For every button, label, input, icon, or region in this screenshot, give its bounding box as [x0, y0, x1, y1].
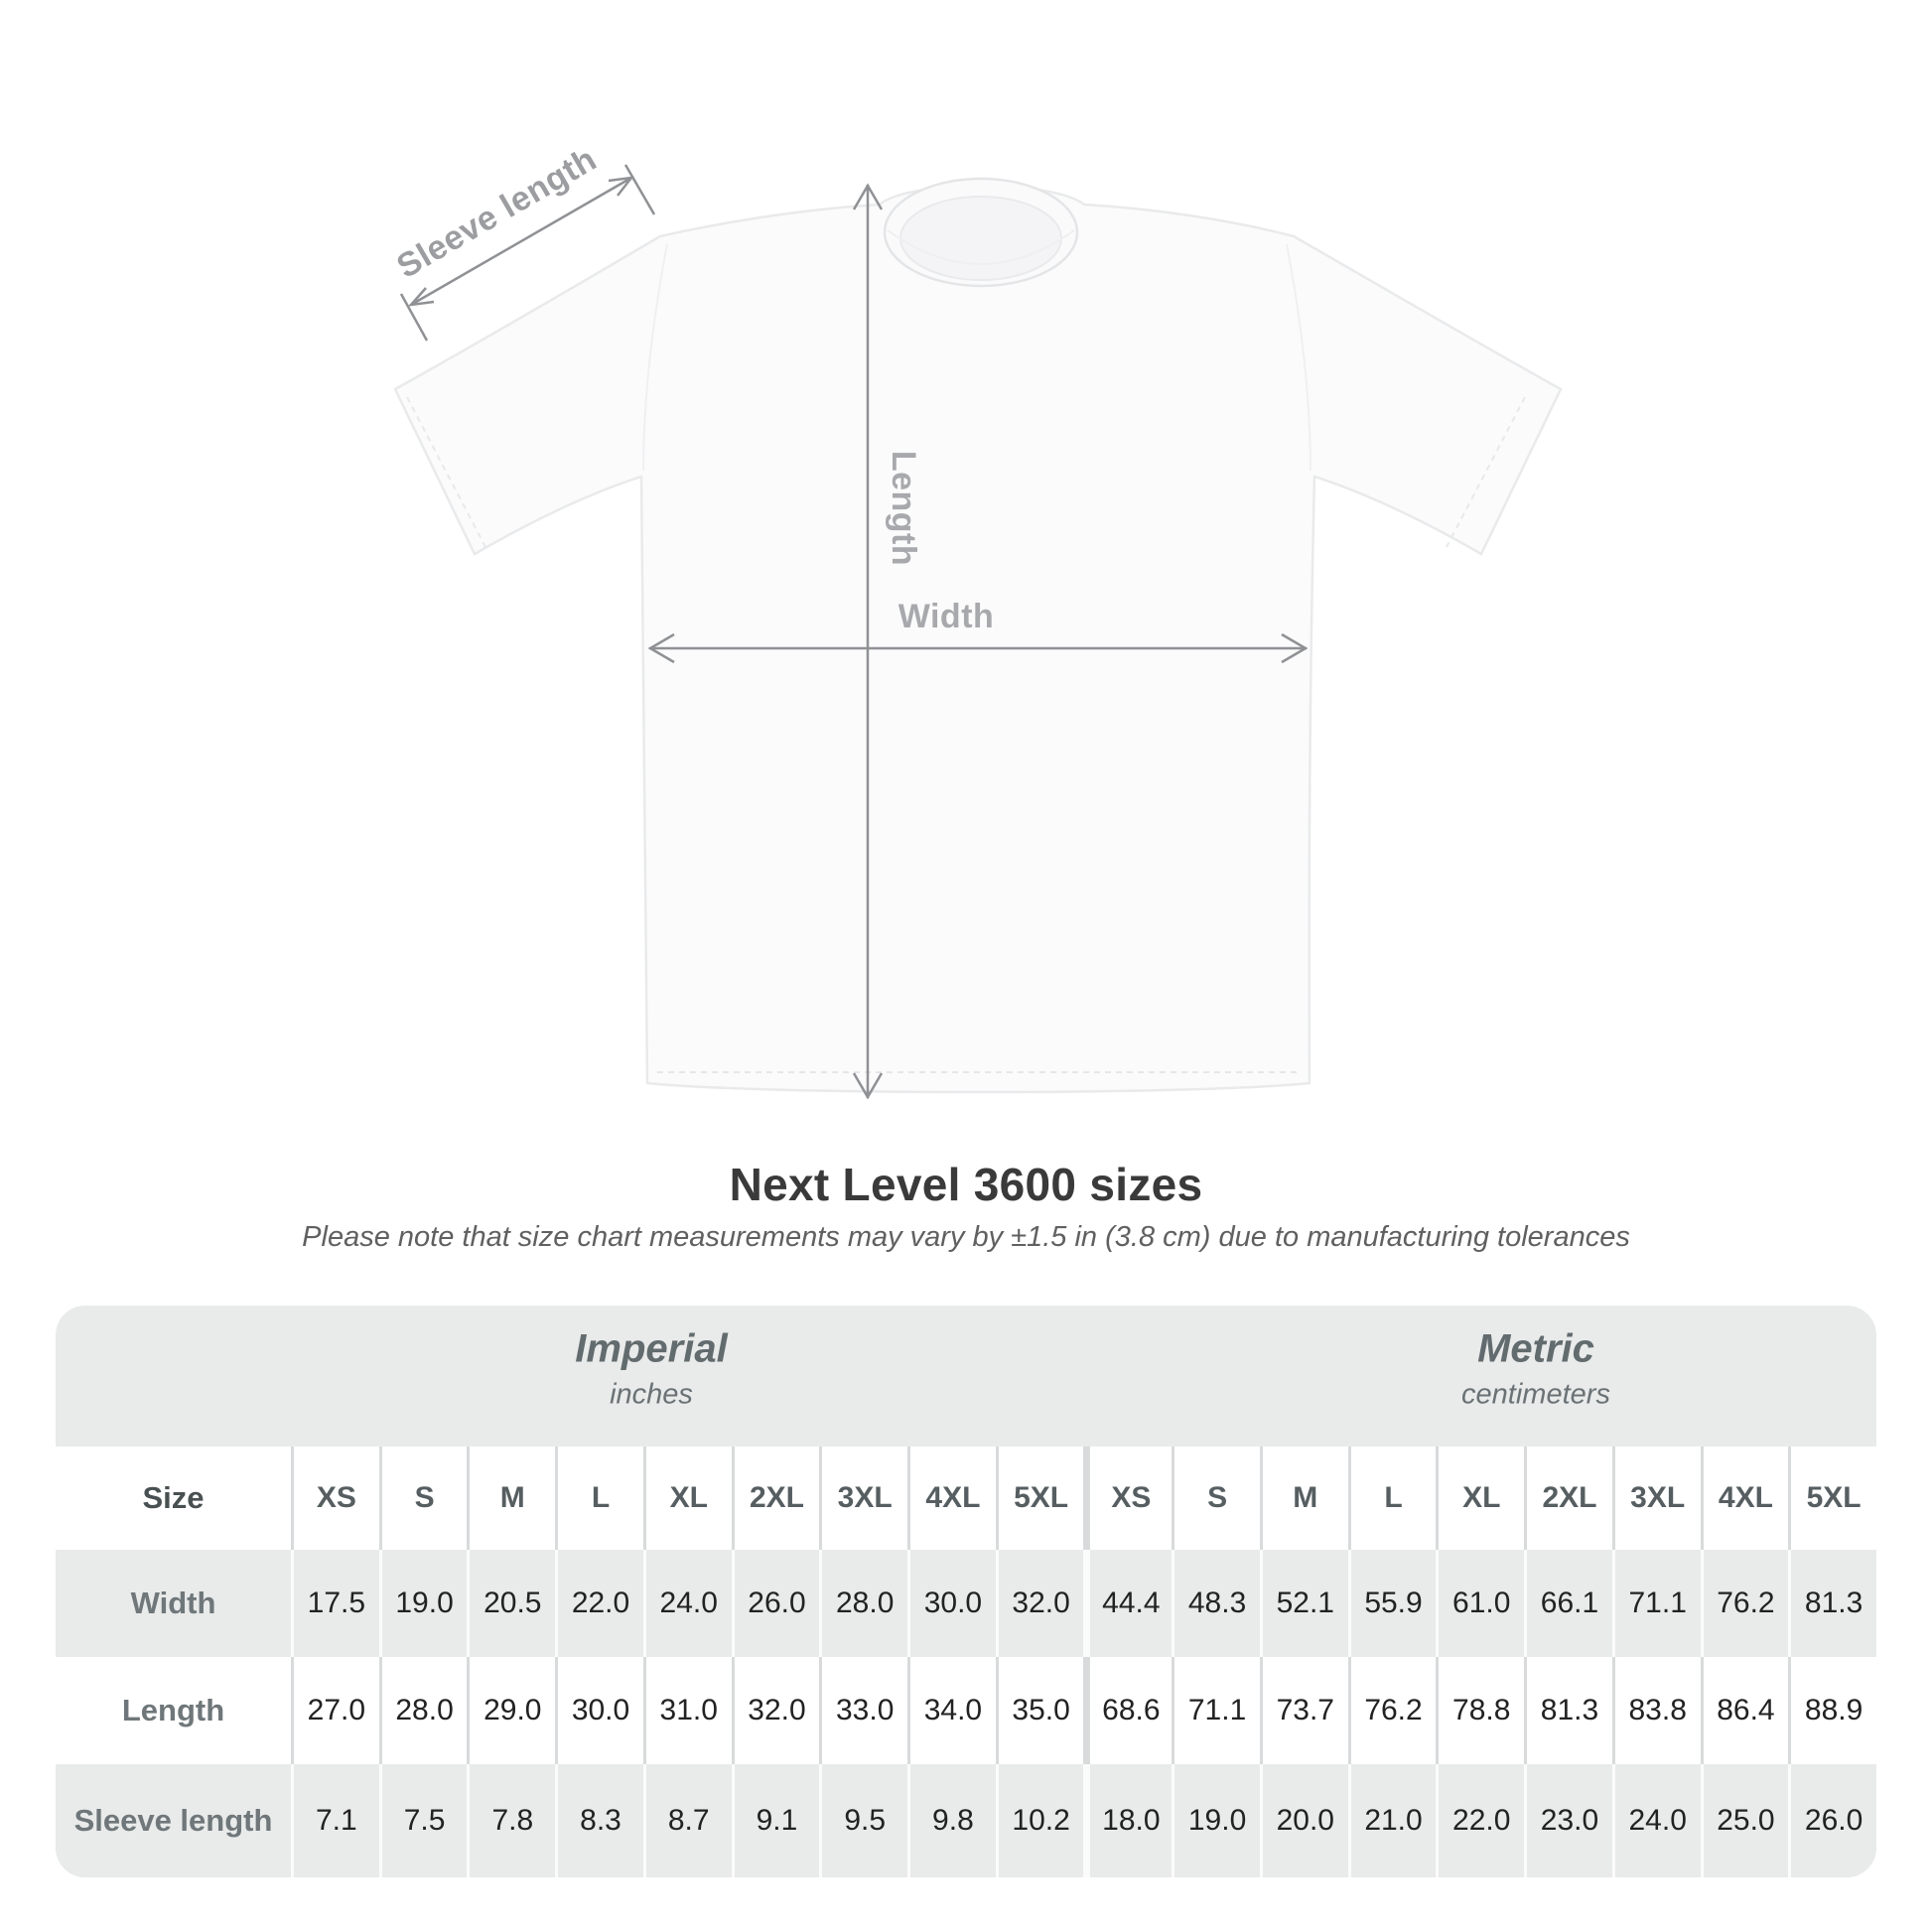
value-cell: 23.0	[1524, 1764, 1612, 1877]
tshirt-illustration	[395, 179, 1561, 1092]
value-cell: 8.3	[555, 1764, 643, 1877]
size-header: 3XL	[819, 1447, 907, 1550]
metric-unit: centimeters	[1461, 1378, 1610, 1411]
size-header: L	[1348, 1447, 1437, 1550]
value-cell: 83.8	[1612, 1657, 1701, 1764]
size-header: L	[555, 1447, 643, 1550]
value-cell: 28.0	[379, 1657, 468, 1764]
value-cell: 22.0	[555, 1550, 643, 1657]
value-cell: 21.0	[1348, 1764, 1437, 1877]
table-row-length	[56, 1657, 1876, 1764]
size-header: S	[1172, 1447, 1260, 1550]
value-cell: 86.4	[1701, 1657, 1789, 1764]
value-cell: 44.4	[1083, 1550, 1172, 1657]
size-header: 4XL	[907, 1447, 996, 1550]
metric-group-header	[1461, 1327, 1610, 1412]
value-cell: 88.9	[1788, 1657, 1876, 1764]
size-header: S	[379, 1447, 468, 1550]
value-cell: 9.5	[819, 1764, 907, 1877]
value-cell: 24.0	[643, 1550, 732, 1657]
size-header: XL	[643, 1447, 732, 1550]
tshirt-body	[395, 186, 1561, 1092]
table-row-sleeve-length	[56, 1764, 1876, 1877]
value-cell: 7.1	[291, 1764, 379, 1877]
size-header: M	[1260, 1447, 1348, 1550]
value-cell: 20.0	[1260, 1764, 1348, 1877]
value-cell: 17.5	[291, 1550, 379, 1657]
size-header: 5XL	[996, 1447, 1084, 1550]
value-cell: 76.2	[1701, 1550, 1789, 1657]
value-cell: 78.8	[1436, 1657, 1524, 1764]
collar-opening	[900, 197, 1061, 280]
size-header: 2XL	[1524, 1447, 1612, 1550]
value-cell: 20.5	[467, 1550, 555, 1657]
value-cell: 48.3	[1172, 1550, 1260, 1657]
value-cell: 35.0	[996, 1657, 1084, 1764]
imperial-unit: inches	[610, 1378, 693, 1411]
value-cell: 7.5	[379, 1764, 468, 1877]
size-header: XS	[1083, 1447, 1172, 1550]
value-cell: 32.0	[996, 1550, 1084, 1657]
size-header: 3XL	[1612, 1447, 1701, 1550]
value-cell: 30.0	[907, 1550, 996, 1657]
table-row-width	[56, 1550, 1876, 1657]
value-cell: 66.1	[1524, 1550, 1612, 1657]
row-label: Sleeve length	[73, 1803, 273, 1838]
value-cell: 26.0	[1788, 1764, 1876, 1877]
size-column-header: Size	[142, 1480, 205, 1515]
row-label: Width	[130, 1586, 216, 1620]
value-cell: 52.1	[1260, 1550, 1348, 1657]
value-cell: 19.0	[379, 1550, 468, 1657]
sleeve-length-label: Sleeve length	[390, 140, 604, 286]
size-header: 4XL	[1701, 1447, 1789, 1550]
value-cell: 33.0	[819, 1657, 907, 1764]
imperial-group-header	[575, 1327, 727, 1412]
value-cell: 32.0	[732, 1657, 820, 1764]
size-header: 2XL	[732, 1447, 820, 1550]
value-cell: 73.7	[1260, 1657, 1348, 1764]
value-cell: 28.0	[819, 1550, 907, 1657]
value-cell: 30.0	[555, 1657, 643, 1764]
value-cell: 68.6	[1083, 1657, 1172, 1764]
value-cell: 18.0	[1083, 1764, 1172, 1877]
value-cell: 71.1	[1172, 1657, 1260, 1764]
table-header-row	[56, 1447, 1876, 1550]
value-cell: 31.0	[643, 1657, 732, 1764]
size-header: XL	[1436, 1447, 1524, 1550]
value-cell: 76.2	[1348, 1657, 1437, 1764]
value-cell: 24.0	[1612, 1764, 1701, 1877]
value-cell: 19.0	[1172, 1764, 1260, 1877]
value-cell: 8.7	[643, 1764, 732, 1877]
value-cell: 55.9	[1348, 1550, 1437, 1657]
value-cell: 9.1	[732, 1764, 820, 1877]
value-cell: 10.2	[996, 1764, 1084, 1877]
unit-group-header-band	[56, 1306, 1876, 1447]
value-cell: 71.1	[1612, 1550, 1701, 1657]
value-cell: 25.0	[1701, 1764, 1789, 1877]
size-header: 5XL	[1788, 1447, 1876, 1550]
value-cell: 27.0	[291, 1657, 379, 1764]
value-cell: 7.8	[467, 1764, 555, 1877]
length-label: Length	[885, 450, 922, 567]
page-title: Next Level 3600 sizes	[729, 1159, 1203, 1210]
value-cell: 26.0	[732, 1550, 820, 1657]
value-cell: 34.0	[907, 1657, 996, 1764]
size-chart-table	[56, 1306, 1876, 1877]
value-cell: 81.3	[1524, 1657, 1612, 1764]
metric-label: Metric	[1477, 1326, 1594, 1371]
value-cell: 61.0	[1436, 1550, 1524, 1657]
tolerance-note: Please note that size chart measurements may vary by ±1.5 in (3.8 cm) due to manufacturing tolerances	[302, 1221, 1630, 1253]
size-header: M	[467, 1447, 555, 1550]
value-cell: 22.0	[1436, 1764, 1524, 1877]
imperial-label: Imperial	[575, 1326, 728, 1371]
width-label: Width	[897, 598, 995, 635]
size-header: XS	[291, 1447, 379, 1550]
row-label: Length	[121, 1693, 225, 1727]
value-cell: 9.8	[907, 1764, 996, 1877]
value-cell: 81.3	[1788, 1550, 1876, 1657]
value-cell: 29.0	[467, 1657, 555, 1764]
